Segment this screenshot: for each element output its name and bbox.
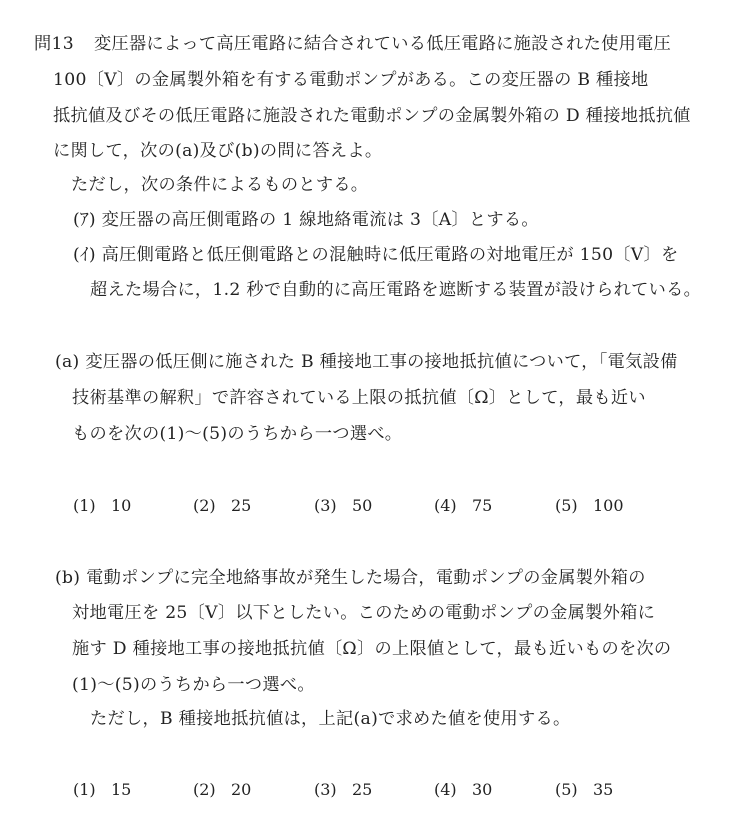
part-b-choice-4[interactable]	[434, 778, 492, 802]
condition-a-label: (ｱ)	[73, 210, 96, 230]
choice-number: (3)	[314, 780, 337, 799]
question-intro-line-4: に関して，次の(a)及び(b)の問に答えよ。	[53, 141, 383, 161]
part-a-choice-1[interactable]	[73, 494, 131, 518]
part-b-note: ただし，B 種接地抵抗値は，上記(a)で求めた値を使用する。	[90, 709, 571, 729]
part-a-choice-5[interactable]	[555, 494, 624, 518]
condition-a-text: 変圧器の高圧側電路の 1 線地絡電流は 3〔A〕とする。	[101, 210, 539, 230]
part-a-line-3: ものを次の(1)～(5)のうちから一つ選べ。	[72, 424, 403, 444]
part-a-line-1	[55, 350, 678, 374]
part-b-text-1: 電動ポンプに完全地絡事故が発生した場合，電動ポンプの金属製外箱の	[86, 568, 646, 588]
question-intro-line-2: 100〔V〕の金属製外箱を有する電動ポンプがある。この変圧器の B 種接地	[53, 70, 649, 90]
choice-value: 25	[231, 496, 252, 515]
choice-value: 50	[352, 496, 373, 515]
part-b-label: (b)	[55, 568, 81, 588]
choice-value: 75	[472, 496, 493, 515]
part-a-choice-4[interactable]	[434, 494, 492, 518]
part-b-choices	[0, 778, 750, 802]
condition-a	[73, 208, 539, 232]
choice-number: (5)	[555, 496, 578, 515]
question-intro-line-3: 抵抗値及びその低圧電路に施設された電動ポンプの金属製外箱の D 種接地抵抗値	[53, 106, 691, 126]
condition-b	[73, 243, 678, 267]
part-b-choice-3[interactable]	[314, 778, 372, 802]
choice-number: (1)	[73, 780, 96, 799]
part-b-choice-2[interactable]	[193, 778, 251, 802]
choice-number: (1)	[73, 496, 96, 515]
condition-b-text: 高圧側電路と低圧側電路との混触時に低圧電路の対地電圧が 150〔V〕を	[101, 245, 679, 265]
part-b-line-2: 対地電圧を 25〔V〕以下としたい。このための電動ポンプの金属製外箱に	[72, 603, 656, 623]
choice-number: (3)	[314, 496, 337, 515]
choice-value: 25	[352, 780, 373, 799]
choice-number: (4)	[434, 496, 457, 515]
part-b-line-3: 施す D 種接地工事の接地抵抗値〔Ω〕の上限値として，最も近いものを次の	[72, 639, 672, 659]
question-line-1	[34, 32, 671, 56]
choice-value: 20	[231, 780, 252, 799]
part-b-line-4: (1)～(5)のうちから一つ選べ。	[72, 675, 315, 695]
choice-value: 35	[593, 780, 614, 799]
part-a-choices	[0, 494, 750, 518]
question-intro-text-1: 変圧器によって高圧電路に結合されている低圧電路に施設された使用電圧	[93, 34, 672, 54]
part-b-choice-1[interactable]	[73, 778, 131, 802]
choice-number: (2)	[193, 780, 216, 799]
choice-value: 10	[111, 496, 132, 515]
part-a-choice-3[interactable]	[314, 494, 372, 518]
choice-number: (2)	[193, 496, 216, 515]
choice-number: (5)	[555, 780, 578, 799]
part-a-line-2: 技術基準の解釈」で許容されている上限の抵抗値〔Ω〕として，最も近い	[72, 388, 646, 408]
part-b-choice-5[interactable]	[555, 778, 613, 802]
part-b-line-1	[55, 566, 646, 590]
condition-intro: ただし，次の条件によるものとする。	[71, 175, 369, 195]
choice-value: 15	[111, 780, 132, 799]
condition-b-label: (ｲ)	[73, 245, 96, 265]
question-number: 問13	[34, 34, 74, 54]
part-a-label: (a)	[55, 352, 80, 372]
condition-b-continuation: 超えた場合に，1.2 秒で自動的に高圧電路を遮断する装置が設けられている。	[90, 280, 702, 300]
choice-value: 100	[593, 496, 624, 515]
part-a-text-1: 変圧器の低圧側に施された B 種接地工事の接地抵抗値について，「電気設備	[85, 352, 678, 372]
choice-number: (4)	[434, 780, 457, 799]
part-a-choice-2[interactable]	[193, 494, 251, 518]
choice-value: 30	[472, 780, 493, 799]
